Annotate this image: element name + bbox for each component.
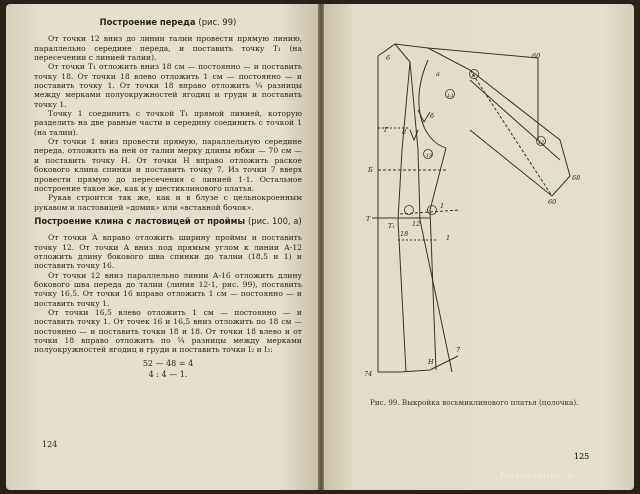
hem-line [378, 356, 458, 372]
panel-seam-1 [398, 62, 410, 372]
paragraph: Точку 1 соединить с точкой T₁ прямой линией, которую разделить на две равные части и середину соединить с точкой 1 (на талии). [34, 109, 302, 137]
formula-line: 4 : 4 — 1. [148, 369, 188, 379]
sleeve-center-line [470, 70, 552, 196]
label-60: 60 [532, 52, 541, 60]
label-side-circle: 19 [426, 153, 433, 159]
pattern-lines [372, 44, 570, 372]
label-1-left: 1 [446, 234, 451, 242]
formula-line: 52 — 48 = 4 [142, 358, 194, 368]
paragraph: От точки 12 вниз параллельно линии А-16 отложить длину бокового шва переда до талии (линия 12-1, рис. 99), поставить точку 16,5. От точки 16 вправо отложить 1 см — постоянно — и поставить точку 1. [34, 270, 302, 308]
paragraph: От точки 1 вниз провести прямую, параллельную середине переда, отложить на ней от талии мерку длины юбки — 70 см — и поставить точку Н. От точки Н вправо отложить раское бокового клина спинки и поставить точку 7. Из точки 7 вверх провести прямую до пересечения с линией 1-1. Остальное построение такое же, как и у шестиклинового платья. [34, 137, 302, 193]
page-number-left: 124 [42, 440, 58, 449]
label-12-circle: 12 [538, 140, 545, 146]
sleeve-outline [428, 48, 570, 196]
diagram-labels [364, 52, 580, 378]
point-circles [405, 70, 546, 215]
panel-seam-2 [410, 62, 452, 372]
label-g: Г [384, 126, 389, 134]
label-b: б [430, 112, 434, 120]
label-waist-t: Т [366, 215, 371, 223]
label-1-right: 1 [440, 202, 445, 210]
label-a: а [436, 70, 440, 78]
label-13-circle: 13 [447, 93, 454, 99]
watermark: PassionForum.ru [500, 472, 574, 482]
paragraph: Рукав строится так же, как и в блузе с цельнокроенным рукавом и ластовицей «домик» или «вставной бочок». [34, 193, 302, 212]
label-8: 8 [402, 128, 407, 136]
paragraph: От точки 12 вниз до линии талии провести прямую линию, параллельно середине переда, и поставить точку T₁ (на пересечении с линией талии). [34, 34, 302, 63]
label-7: 7 [456, 346, 461, 354]
side-seam [430, 148, 446, 370]
sleeve-seam [470, 80, 560, 160]
paragraph: От точки 16,5 влево отложить 1 см — постоянно — и поставить точку 1. От точек 16 и 16,5 вниз отложить по 18 см — постоянно — и поставить точки 18 и 18. От точки 18 влево и от точки 18 вправо отложить по ¼ разницы между мерками полуокружностей ягодиц и груди и поставить точки I₂ и I₃: [34, 307, 302, 355]
figure-caption: Рис. 99. Выкройка восьмиклинового платья (полочка). [370, 398, 579, 407]
label-sleeve-tip: 68 [572, 174, 581, 182]
label-12: 12 [412, 220, 421, 228]
heading-front-text: Построение переда [99, 17, 196, 27]
paragraph: От точки T₁ отложить вниз 18 см — постоянно — и поставить точку 18. От точки 18 влево отложить 1 см — постоянно — и поставить точку 1. От точки 18 вправо отложить ¼ разницы между мерками полуокружностей ягодиц и груди и поставить точку 1. [34, 62, 302, 109]
shoulder-dart [395, 44, 410, 62]
label-waist-t1: Т₁ [388, 222, 395, 230]
label-6: 6 [386, 54, 391, 62]
label-h: Н [428, 358, 434, 366]
page-number-right: 125 [574, 452, 590, 461]
label-74: 74 [364, 370, 373, 378]
armhole-curve [419, 60, 446, 148]
heading-gusset-ref: (рис. 100, а) [247, 215, 302, 226]
label-bust: Б [368, 166, 373, 174]
heading-front-ref: (рис. 99) [198, 17, 237, 27]
paragraph: От точки А вправо отложить ширину проймы и поставить точку 12. От точки А вниз под прямым углом к линии А-12 отложить длину бокового шва спинки до талии (18,5 и 1) и поставить точку 16. [34, 233, 302, 271]
label-18: 18 [400, 230, 409, 238]
heading-gusset-text: Построение клина с ластовицей от проймы [34, 215, 246, 226]
label-sleeve-end: 60 [548, 198, 557, 206]
label-b-circle: б [472, 73, 476, 79]
